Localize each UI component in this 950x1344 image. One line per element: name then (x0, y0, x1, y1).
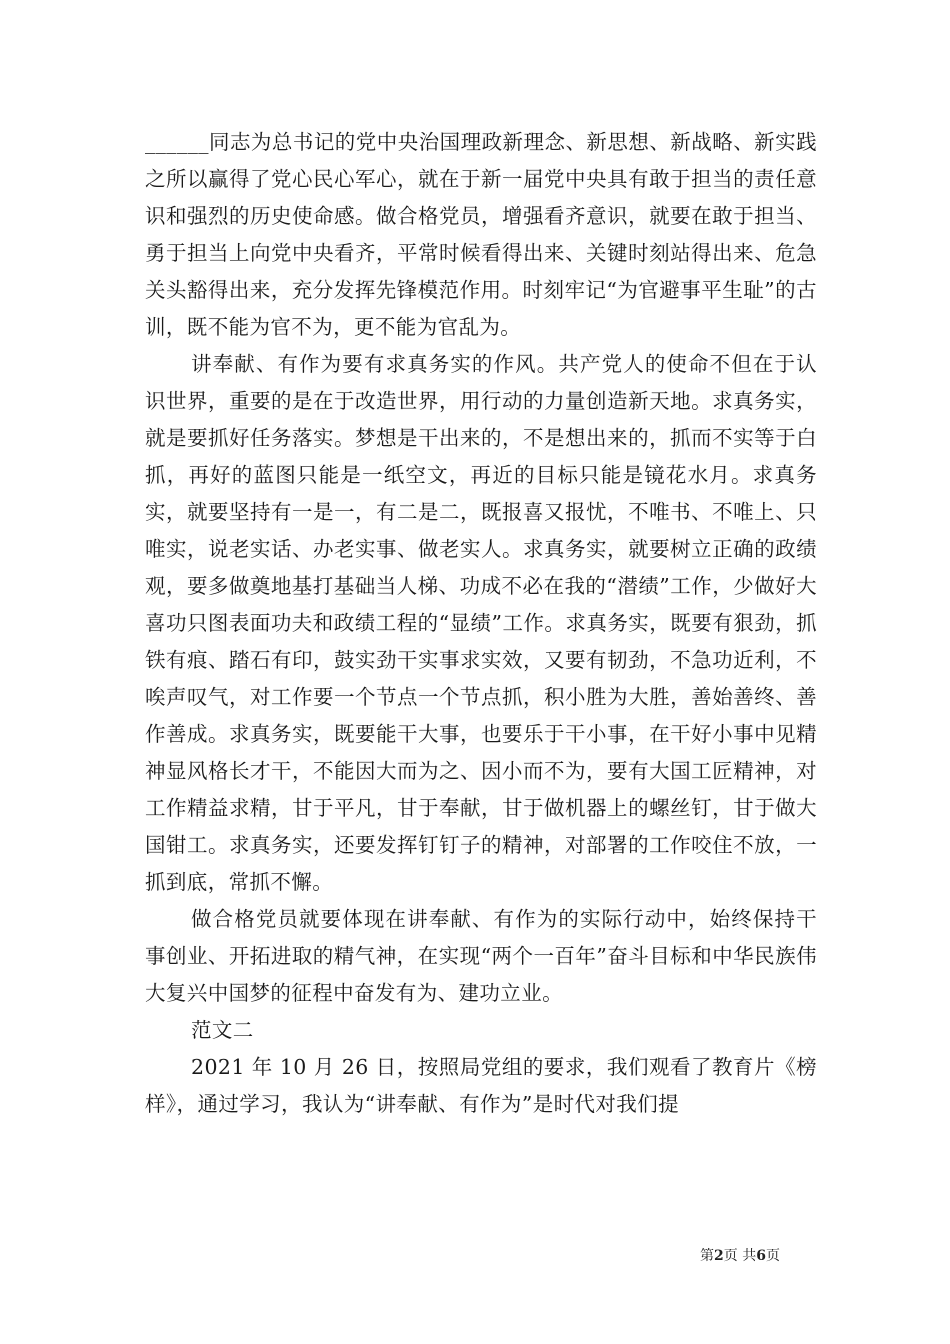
footer-suffix: 页 (765, 1248, 780, 1264)
total-pages-number: 6 (756, 1248, 766, 1264)
document-body (145, 124, 817, 1123)
paragraph-3: 做合格党员就要体现在讲奉献、有作为的实际行动中，始终保持干事创业、开拓进取的精气神，在实现“两个一百年”奋斗目标和中华民族伟大复兴中国梦的征程中奋发有为、建功立业。 (145, 907, 817, 1005)
footer-middle: 页 共 (723, 1248, 757, 1264)
section-heading-fanwen-er: 范文二 (191, 1018, 254, 1042)
paragraph-2: 讲奉献、有作为要有求真务实的作风。共产党人的使命不但在于认识世界，重要的是在于改造世界，用行动的力量创造新天地。求真务实，就是要抓好任务落实。梦想是干出来的，不是想出来的，抓而不实等于白抓，再好的蓝图只能是一纸空文，再近的目标只能是镜花水月。求真务实，就要坚持有一是一，有二是二，既报喜又报忧，不唯书、不唯上、只唯实，说老实话、办老实事、做老实人。求真务实，就要树立正确的政绩观，要多做奠地基打基础当人梯、功成不必在我的“潜绩”工作，少做好大喜功只图表面功夫和政绩工程的“显绩”工作。求真务实，既要有狠劲，抓铁有痕、踏石有印，鼓实劲干实事求实效，又要有韧劲，不急功近利，不唉声叹气，对工作要一个节点一个节点抓，积小胜为大胜，善始善终、善作善成。求真务实，既要能干大事，也要乐于干小事，在干好小事中见精神显风格长才干，不能因大而为之、因小而不为，要有大国工匠精神，对工作精益求精，甘于平凡，甘于奉献，甘于做机器上的螺丝钉，甘于做大国钳工。求真务实，还要发挥钉钉子的精神，对部署的工作咬住不放，一抓到底，常抓不懈。 (145, 352, 817, 894)
paragraph-4: 2021 年 10 月 26 日，按照局党组的要求，我们观看了教育片《榜样》，通过学习，我认为“讲奉献、有作为”是时代对我们提 (145, 1055, 817, 1116)
paragraph-1: ______同志为总书记的党中央治国理政新理念、新思想、新战略、新实践之所以赢得了党心民心军心，就在于新一届党中央具有敢于担当的责任意识和强烈的历史使命感。做合格党员，增强看齐意识，就要在敢于担当、勇于担当上向党中央看齐，平常时候看得出来、关键时刻站得出来、危急关头豁得出来，充分发挥先锋模范作用。时刻牢记“为官避事平生耻”的古训，既不能为官不为，更不能为官乱为。 (145, 130, 817, 339)
current-page-number: 2 (714, 1248, 724, 1264)
footer-prefix: 第 (700, 1248, 714, 1264)
page-footer (700, 1247, 840, 1265)
